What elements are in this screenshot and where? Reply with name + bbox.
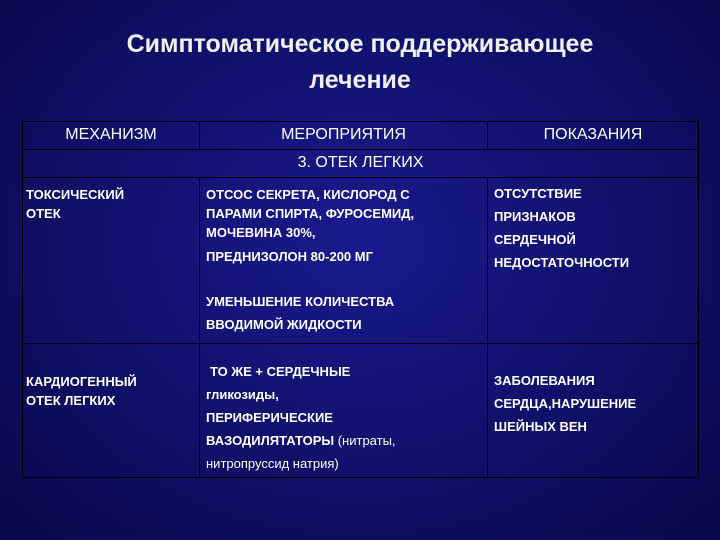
title-line-2: лечение [309,66,411,94]
column-divider [487,177,488,477]
row1-measures-line: ОТСОС СЕКРЕТА, КИСЛОРОД С [206,187,410,202]
row1-indications-line: НЕДОСТАТОЧНОСТИ [494,255,630,270]
header-mechanism: МЕХАНИЗМ [65,126,157,143]
row2-measures-line: ВВОДИМОЙ ЖИДКОСТИ [206,317,362,332]
row1-mechanism-line: ОТЕК [26,206,61,221]
row2-measures [206,290,484,336]
row2-measures-line: УМЕНЬШЕНИЕ КОЛИЧЕСТВА [206,294,395,309]
row1-measures-line: ПАРАМИ СПИРТА, ФУРОСЕМИД, [206,206,415,221]
row1-indications-line: СЕРДЕЧНОЙ [494,232,576,247]
row3-indications-line: ШЕЙНЫХ ВЕН [494,419,587,434]
row1-indications-line: ПРИЗНАКОВ [494,209,576,224]
row1-mechanism [26,185,196,223]
row3-measures-line: ПЕРИФЕРИЧЕСКИЕ [206,410,333,425]
row1-measures-line: ПРЕДНИЗОЛОН 80-200 МГ [206,249,373,264]
slide-title [0,26,720,98]
row1-mechanism-line: ТОКСИЧЕСКИЙ [26,187,125,202]
column-divider [199,177,200,477]
row3-mechanism [26,372,196,410]
row1-indications [494,182,694,274]
row3-measures [206,360,484,475]
row3-measures-line: гликозиды, [206,387,279,402]
row3-nitrates: (нитраты, [334,433,396,448]
row3-mechanism-line: ОТЕК ЛЕГКИХ [26,393,116,408]
header-indications: ПОКАЗАНИЯ [543,126,643,143]
row3-vasodilators: ВАЗОДИЛЯТАТОРЫ [206,433,335,448]
row1-measures-line: МОЧЕВИНА 30%, [206,225,316,240]
row1-measures [206,185,484,266]
section-title: 3. ОТЕК ЛЕГКИХ [297,154,424,171]
row3-mechanism-line: КАРДИОГЕННЫЙ [26,374,137,389]
row3-measures-line: нитропруссид натрия) [206,456,339,471]
section-divider [23,177,698,178]
row3-measures-line [206,429,484,452]
row3-measures-line: ТО ЖЕ + СЕРДЕЧНЫЕ [210,364,351,379]
row3-indications-line: СЕРДЦА,НАРУШЕНИЕ [494,396,637,411]
title-line-1: Симптоматическое поддерживающее [126,30,594,58]
header-measures: МЕРОПРИЯТИЯ [281,126,406,143]
row3-indications-line: ЗАБОЛЕВАНИЯ [494,373,595,388]
row1-indications-line: ОТСУТСТВИЕ [494,186,582,201]
header-divider [23,149,698,150]
row3-indications [494,369,694,438]
treatment-table [22,121,699,478]
row-divider [23,343,698,344]
